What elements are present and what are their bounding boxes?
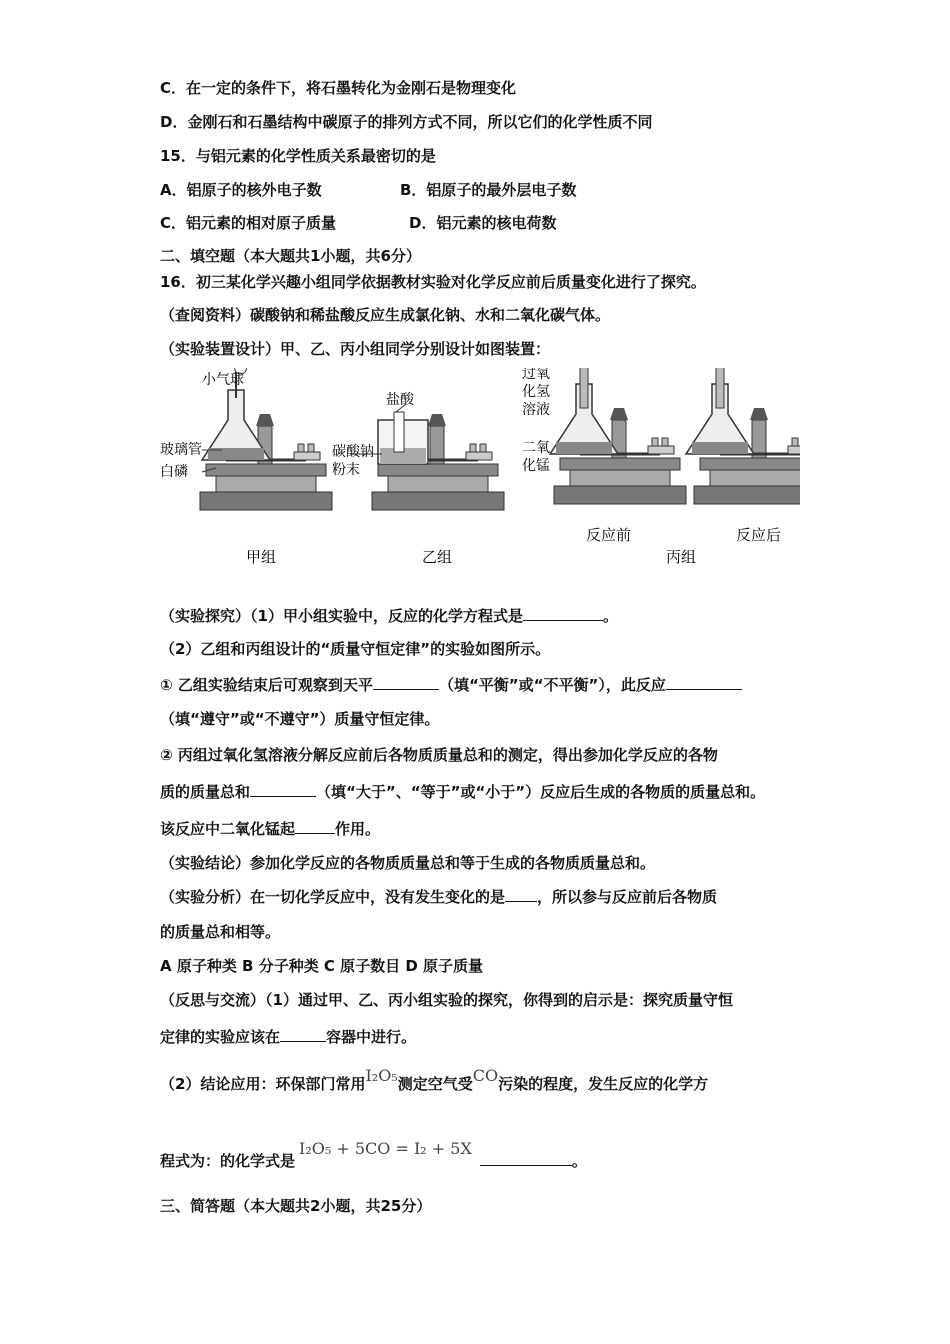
exp-conclusion: （实验结论）参加化学反应的各物质质量总和等于生成的各物质质量总和。 (160, 854, 656, 872)
answer-blank-1[interactable] (523, 605, 603, 621)
application-text-e: 。 (571, 1152, 587, 1170)
item-2-text-c: 该反应中二氧化锰起 (160, 820, 296, 838)
label-glass-tube: 玻璃管 (160, 442, 202, 458)
q15-option-a: A．铝原子的核外电子数 (160, 181, 322, 199)
reflection-text-b: 容器中进行。 (326, 1028, 417, 1046)
answer-blank-3[interactable] (666, 674, 742, 690)
caption-after: 反应后 (736, 526, 782, 544)
label-sodium-carbonate: 碳酸钠 (332, 444, 374, 460)
q15-option-d: D．铝元素的核电荷数 (409, 214, 557, 232)
item-2-text-d: 作用。 (335, 820, 381, 838)
q15-option-c: C．铝元素的相对原子质量 (160, 214, 337, 232)
caption-jia: 甲组 (246, 548, 277, 566)
exp-explore-1-text: （实验探究）（1）甲小组实验中，反应的化学方程式是 (160, 607, 523, 625)
section-fill-in-heading: 二、填空题（本大题共1小题，共6分） (160, 247, 421, 265)
item-2-line2 (160, 781, 765, 802)
exp-analysis-line1 (160, 886, 717, 907)
reflection-line2 (160, 1026, 416, 1047)
group-jia-apparatus (200, 368, 332, 510)
formula-co: CO (472, 1066, 499, 1085)
item-2-text-a: 质的质量总和 (160, 783, 251, 801)
item-2-line3 (160, 818, 380, 839)
exp-explore-2: （2）乙组和丙组设计的“质量守恒定律”的实验如图所示。 (160, 640, 551, 658)
label-white-phosphorus: 白磷 (160, 464, 188, 480)
analysis-options: A 原子种类 B 分子种类 C 原子数目 D 原子质量 (160, 957, 484, 975)
item-1-text-b: （填“平衡”或“不平衡”），此反应 (438, 676, 666, 694)
answer-blank-4[interactable] (250, 781, 316, 797)
item-1-text-a: ① 乙组实验结束后可观察到天平 (160, 676, 373, 694)
label-mno2-1: 二氧 (522, 440, 550, 456)
label-powder: 粉末 (332, 462, 360, 478)
q15-option-b: B．铝原子的最外层电子数 (400, 181, 577, 199)
exp-analysis-line2: 的质量总和相等。 (160, 923, 281, 941)
formula-equation: I₂O₅ + 5CO = I₂ + 5X (299, 1139, 472, 1158)
label-h2o2-2: 化氢 (522, 384, 550, 400)
caption-bing: 丙组 (666, 548, 697, 566)
apparatus-figure (160, 368, 800, 572)
answer-blank-5[interactable] (295, 818, 335, 834)
answer-blank-2[interactable] (373, 674, 439, 690)
exp-analysis-text-a: （实验分析）在一切化学反应中，没有发生变化的是 (160, 888, 506, 906)
answer-blank-8[interactable] (480, 1150, 572, 1166)
answer-blank-7[interactable] (280, 1026, 326, 1042)
apparatus-drawing (160, 368, 800, 568)
application-line1 (160, 1066, 709, 1094)
item-1-line2: （填“遵守”或“不遵守”）质量守恒定律。 (160, 710, 440, 728)
item-2-line1: ② 丙组过氧化氢溶液分解反应前后各物质质量总和的测定，得出参加化学反应的各物 (160, 746, 718, 764)
label-h2o2-3: 溶液 (522, 402, 550, 418)
application-text-d: 程式为：的化学式是 (160, 1152, 296, 1170)
application-line2 (160, 1139, 587, 1171)
exp-analysis-text-b: ，所以参与反应前后各物质 (537, 888, 718, 906)
section-short-answer-heading: 三、简答题（本大题共2小题，共25分） (160, 1197, 432, 1215)
caption-before: 反应前 (586, 526, 632, 544)
answer-blank-6[interactable] (505, 886, 537, 902)
item-2-text-b: （填“大于”、“等于”或“小于”）反应后生成的各物质的质量总和。 (316, 783, 766, 801)
application-text-c: 污染的程度，发生反应的化学方 (498, 1075, 709, 1093)
label-hydrochloric-acid: 盐酸 (386, 392, 414, 408)
application-text-a: （2）结论应用：环保部门常用 (160, 1075, 366, 1093)
option-c: C．在一定的条件下，将石墨转化为金刚石是物理变化 (160, 79, 517, 97)
label-mno2-2: 化锰 (522, 458, 550, 474)
reference-info: （查阅资料）碳酸钠和稀盐酸反应生成氯化钠、水和二氧化碳气体。 (160, 306, 611, 324)
exp-explore-1 (160, 605, 618, 626)
exp-explore-1-end: 。 (602, 607, 618, 625)
label-balloon: 小气球 (202, 372, 244, 388)
caption-yi: 乙组 (422, 548, 453, 566)
reflection-line1: （反思与交流）（1）通过甲、乙、丙小组实验的探究，你得到的启示是：探究质量守恒 (160, 991, 733, 1009)
formula-i2o5: I₂O₅ (365, 1066, 398, 1085)
question-15: 15．与铝元素的化学性质关系最密切的是 (160, 147, 436, 165)
label-h2o2-1: 过氧 (522, 368, 550, 382)
option-d: D．金刚石和石墨结构中碳原子的排列方式不同，所以它们的化学性质不同 (160, 113, 653, 131)
question-16: 16．初三某化学兴趣小组同学依据教材实验对化学反应前后质量变化进行了探究。 (160, 273, 706, 291)
application-text-b: 测定空气受 (397, 1075, 473, 1093)
item-1-line1 (160, 674, 742, 695)
reflection-text-a: 定律的实验应该在 (160, 1028, 281, 1046)
group-bing-before-apparatus (550, 368, 686, 504)
apparatus-design: （实验装置设计）甲、乙、丙小组同学分别设计如图装置： (160, 340, 551, 358)
group-bing-after-apparatus (686, 368, 800, 504)
